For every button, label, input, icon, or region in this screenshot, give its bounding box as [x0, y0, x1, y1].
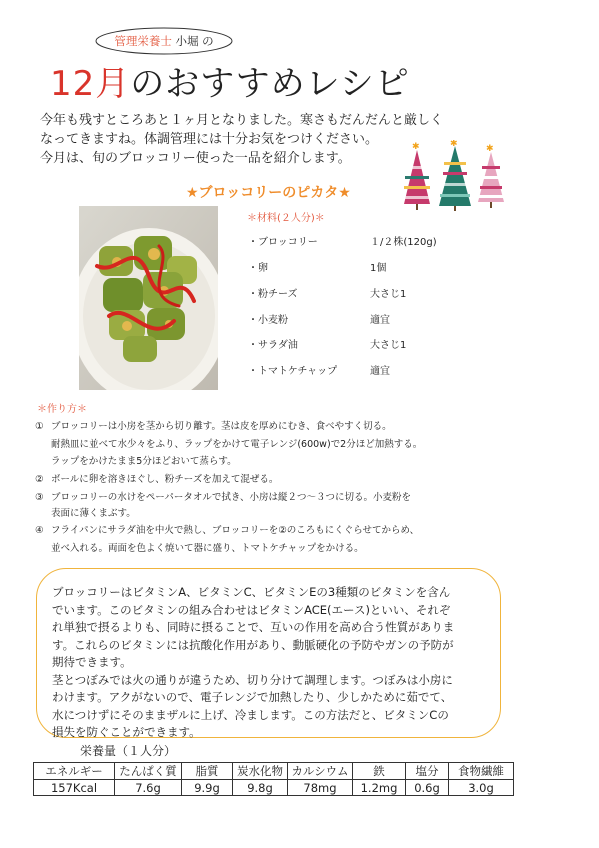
title-rest: のおすすめレシピ	[130, 64, 410, 104]
info-line: でいます。このビタミンの組み合わせはビタミンACE(エース)といい、それぞ	[52, 602, 451, 617]
step-number: ③	[35, 492, 44, 503]
step-text: ラップをかけたまま5分ほどおいて蒸らす。	[51, 456, 237, 467]
nutrition-header: 鉄	[353, 763, 406, 780]
nutrition-value: 1.2mg	[353, 780, 406, 796]
method-step	[35, 418, 392, 432]
info-line: す。これらのビタミンには抗酸化作用があり、動脈硬化の予防やガンの予防が	[52, 637, 454, 652]
method-step	[35, 489, 411, 503]
svg-text:✱: ✱	[486, 144, 494, 154]
nutrition-header-row	[34, 763, 514, 780]
svg-text:✱: ✱	[450, 140, 458, 149]
nutrition-caption: 栄養量（１人分）	[80, 744, 177, 758]
nutrition-header: 脂質	[182, 763, 233, 780]
ingredients-heading: ＊材料(２人分)＊	[247, 213, 325, 224]
christmas-trees-icon	[400, 140, 510, 212]
ingredient-row	[248, 259, 387, 274]
ingredient-row	[248, 311, 390, 326]
nutrition-value: 157Kcal	[34, 780, 115, 796]
nutrition-value: 9.8g	[233, 780, 288, 796]
step-text: 並べ入れる。両面を色よく焼いて器に盛り、トマトケチャップをかける。	[51, 543, 364, 554]
info-line: 茎とつぼみでは火の通りが違うため、切り分けて調理します。つぼみは小房に	[52, 672, 453, 687]
ingredient-row	[248, 285, 407, 300]
nutrition-header: たんぱく質	[115, 763, 182, 780]
ingredient-qty: 1個	[370, 263, 387, 274]
nutrition-value-row	[34, 780, 514, 796]
nutrition-value: 78mg	[288, 780, 353, 796]
ingredient-row	[248, 362, 390, 377]
nutrition-value: 7.6g	[115, 780, 182, 796]
method-step	[35, 522, 419, 536]
method-step	[35, 540, 364, 554]
author-role: 管理栄養士	[114, 34, 172, 48]
ingredient-qty: 大さじ1	[370, 289, 407, 300]
nutrition-header: 塩分	[406, 763, 449, 780]
method-step	[35, 453, 237, 467]
info-line: 水につけずにそのままザルに上げ、冷まします。この方法だと、ビタミンCの	[52, 707, 449, 722]
ingredient-row	[248, 336, 407, 351]
ingredient-qty: 適宜	[370, 366, 390, 377]
method-heading: ＊作り方＊	[37, 404, 87, 415]
ingredient-qty: １/２株(120g)	[370, 237, 437, 248]
ingredient-row	[248, 233, 437, 248]
nutrition-value: 3.0g	[449, 780, 514, 796]
tree-1	[403, 142, 431, 210]
info-line: わけます。アクがないので、電子レンジで加熱したり、少しかために茹でて、	[52, 690, 453, 704]
info-line: 期待できます。	[52, 655, 132, 669]
intro-line: 今月は、旬のブロッコリー使った一品を紹介します。	[40, 151, 351, 166]
info-line: ブロッコリーはビタミンA、ビタミンC、ビタミンEの3種類のビタミンを含ん	[52, 585, 451, 599]
nutrition-header: エネルギー	[34, 763, 115, 780]
ingredient-name: ・トマトケチャップ	[248, 366, 338, 377]
ingredient-name: ・卵	[248, 263, 268, 274]
recipe-name: ★ブロッコリーのピカタ★	[186, 185, 351, 201]
step-text: ブロッコリーは小房を茎から切り離す。茎は皮を厚めにむき、食べやすく切る。	[51, 421, 392, 432]
step-text: 耐熱皿に並べて水少々をふり、ラップをかけて電子レンジ(600w)で2分ほど加熱する。	[51, 439, 423, 450]
step-number: ④	[35, 525, 44, 536]
author-badge	[94, 26, 234, 56]
nutrition-table	[33, 762, 514, 796]
step-text: フライパンにサラダ油を中火で熱し、ブロッコリーを②のころもにくぐらせてからめ、	[51, 525, 420, 536]
tree-3	[478, 144, 504, 208]
method-step	[35, 471, 278, 485]
svg-text:✱: ✱	[412, 142, 420, 152]
ingredient-qty: 適宜	[370, 315, 390, 326]
tree-2	[439, 140, 471, 211]
ingredient-name: ・粉チーズ	[248, 289, 298, 300]
nutrition-header: 炭水化物	[233, 763, 288, 780]
nutrition-header: 食物繊維	[449, 763, 514, 780]
info-line: 損失を防ぐことができます。	[52, 725, 201, 739]
intro-line: 今年も残すところあと１ヶ月となりました。寒さもだんだんと厳しく	[40, 113, 444, 128]
ingredient-name: ・サラダ油	[248, 340, 298, 351]
broccoli-piccata-photo	[79, 206, 218, 390]
step-number: ①	[35, 421, 44, 432]
title-month: 12月	[50, 64, 131, 104]
info-line: れ単独で摂るよりも、同時に摂ることで、互いの作用を高め合う性質がありま	[52, 620, 455, 634]
nutrition-value: 9.9g	[182, 780, 233, 796]
intro-line: なってきますね。体調管理には十分お気をつけください。	[40, 132, 379, 147]
nutrition-value: 0.6g	[406, 780, 449, 796]
ingredient-qty: 大さじ1	[370, 340, 407, 351]
page-title	[50, 56, 410, 105]
author-name: 小堀 の	[175, 34, 214, 48]
info-text	[52, 584, 492, 742]
ingredient-name: ・小麦粉	[248, 315, 288, 326]
step-number: ②	[35, 474, 44, 485]
nutrition-header: カルシウム	[288, 763, 353, 780]
step-text: ブロッコリーの水けをペーパータオルで拭き、小房は縦２つ～３つに切る。小麦粉を	[51, 492, 411, 503]
method-step	[35, 436, 422, 450]
step-text: 表面に薄くまぶす。	[51, 508, 136, 519]
ingredient-name: ・ブロッコリー	[248, 237, 318, 248]
step-text: ボールに卵を溶きほぐし、粉チーズを加えて混ぜる。	[51, 474, 279, 485]
method-step	[35, 505, 136, 519]
